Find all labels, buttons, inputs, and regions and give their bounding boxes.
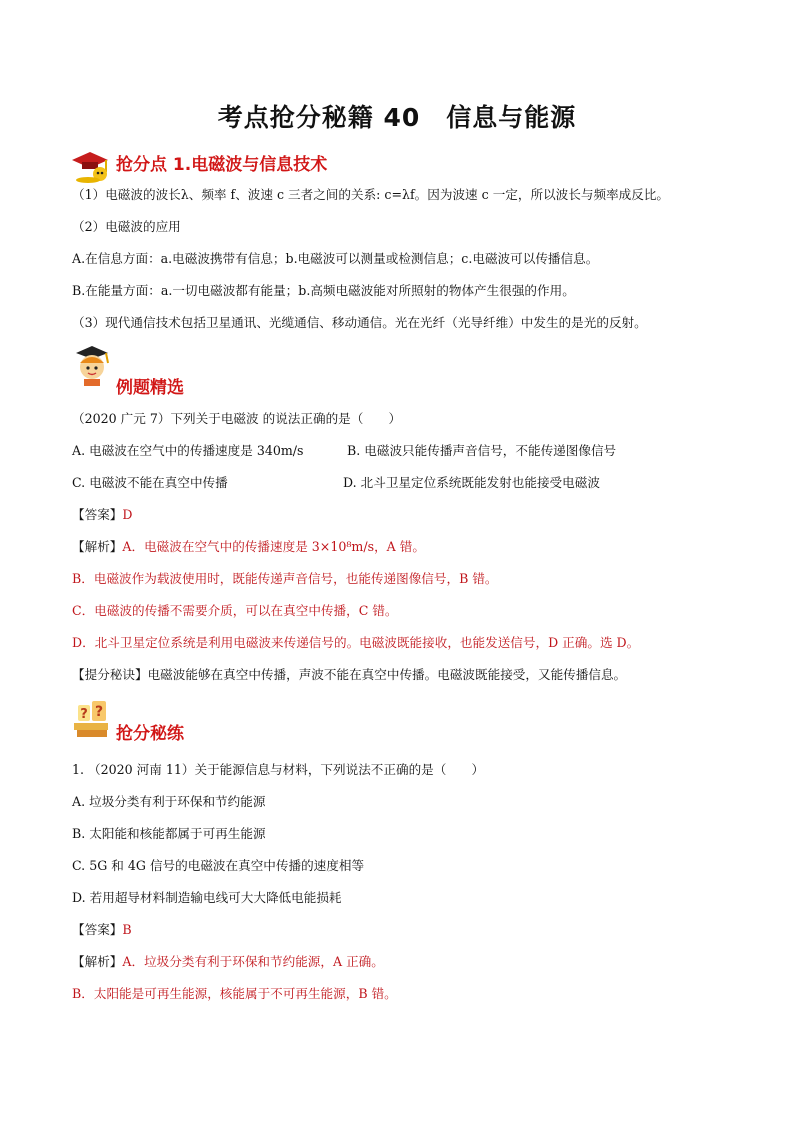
answer-value: D <box>122 507 133 522</box>
example-question: （2020 广元 7）下列关于电磁波 的说法正确的是（ ） <box>72 411 402 426</box>
s1-line-1: （1）电磁波的波长λ、频率 f、波速 c 三者之间的关系: c=λf。因为波速 c 一定，所以波长与频率成反比。 <box>72 187 670 202</box>
graduation-cap-icon <box>70 146 114 190</box>
practice-option-d: D. 若用超导材料制造输电线可大大降低电能损耗 <box>72 890 342 905</box>
svg-text:?: ? <box>80 707 88 722</box>
s1-line-5: （3）现代通信技术包括卫星通讯、光缆通信、移动通信。光在光纤（光导纤维）中发生的是光的反射。 <box>72 315 647 330</box>
practice-option-b: B. 太阳能和核能都属于可再生能源 <box>72 826 266 841</box>
section-header-3 <box>70 697 370 743</box>
student-mascot-icon <box>70 343 114 387</box>
analysis-text: A．垃圾分类有利于环保和节约能源，A 正确。 <box>122 954 384 969</box>
s1-line-3: A.在信息方面：a.电磁波携带有信息；b.电磁波可以测量或检测信息；c.电磁波可以传播信息。 <box>72 251 599 266</box>
page-title: 考点抢分秘籍 40 信息与能源 <box>217 103 577 132</box>
example-option-b: B. 电磁波只能传播声音信号，不能传递图像信号 <box>347 443 617 458</box>
analysis-tag: 【解析】 <box>72 539 123 554</box>
example-option-c: C. 电磁波不能在真空中传播 <box>72 475 228 490</box>
example-analysis-b: B．电磁波作为载波使用时，既能传递声音信号，也能传递图像信号，B 错。 <box>72 571 498 586</box>
question-books-icon <box>70 697 114 741</box>
practice-analysis-a <box>72 954 384 970</box>
section-header-2 <box>70 343 370 398</box>
practice-question-1: 1. （2020 河南 11）关于能源信息与材料，下列说法不正确的是（ ） <box>72 762 485 777</box>
answer-tag: 【答案】 <box>72 922 123 937</box>
svg-text:?: ? <box>94 704 104 720</box>
section-header-1 <box>70 146 470 192</box>
practice-analysis-b: B．太阳能是可再生能源，核能属于不可再生能源，B 错。 <box>72 986 397 1001</box>
practice-option-c: C. 5G 和 4G 信号的电磁波在真空中传播的速度相等 <box>72 858 365 873</box>
practice-answer <box>72 922 132 938</box>
example-option-d: D. 北斗卫星定位系统既能发射也能接受电磁波 <box>343 475 600 490</box>
score-tip: 【提分秘诀】电磁波能够在真空中传播，声波不能在真空中传播。电磁波既能接受，又能传播信息。 <box>72 667 627 682</box>
example-analysis-d: D．北斗卫星定位系统是利用电磁波来传递信号的。电磁波既能接收，也能发送信号，D 正确。选 D。 <box>72 635 640 650</box>
section-2-label: 例题精选 <box>116 378 184 398</box>
example-answer <box>72 507 132 523</box>
example-analysis-c: C．电磁波的传播不需要介质，可以在真空中传播，C 错。 <box>72 603 398 618</box>
s1-line-4: B.在能量方面：a.一切电磁波都有能量；b.高频电磁波能对所照射的物体产生很强的作用。 <box>72 283 575 298</box>
answer-tag: 【答案】 <box>72 507 123 522</box>
example-option-a: A. 电磁波在空气中的传播速度是 340m/s <box>72 443 304 458</box>
s1-line-2: （2）电磁波的应用 <box>72 219 181 234</box>
practice-option-a: A. 垃圾分类有利于环保和节约能源 <box>72 794 266 809</box>
section-1-label: 抢分点 1.电磁波与信息技术 <box>116 155 328 175</box>
analysis-tag: 【解析】 <box>72 954 123 969</box>
answer-value: B <box>122 922 132 937</box>
analysis-text: A．电磁波在空气中的传播速度是 3×10⁸m/s，A 错。 <box>122 539 425 554</box>
example-analysis-a <box>72 539 425 555</box>
section-3-label: 抢分秘练 <box>116 724 184 744</box>
